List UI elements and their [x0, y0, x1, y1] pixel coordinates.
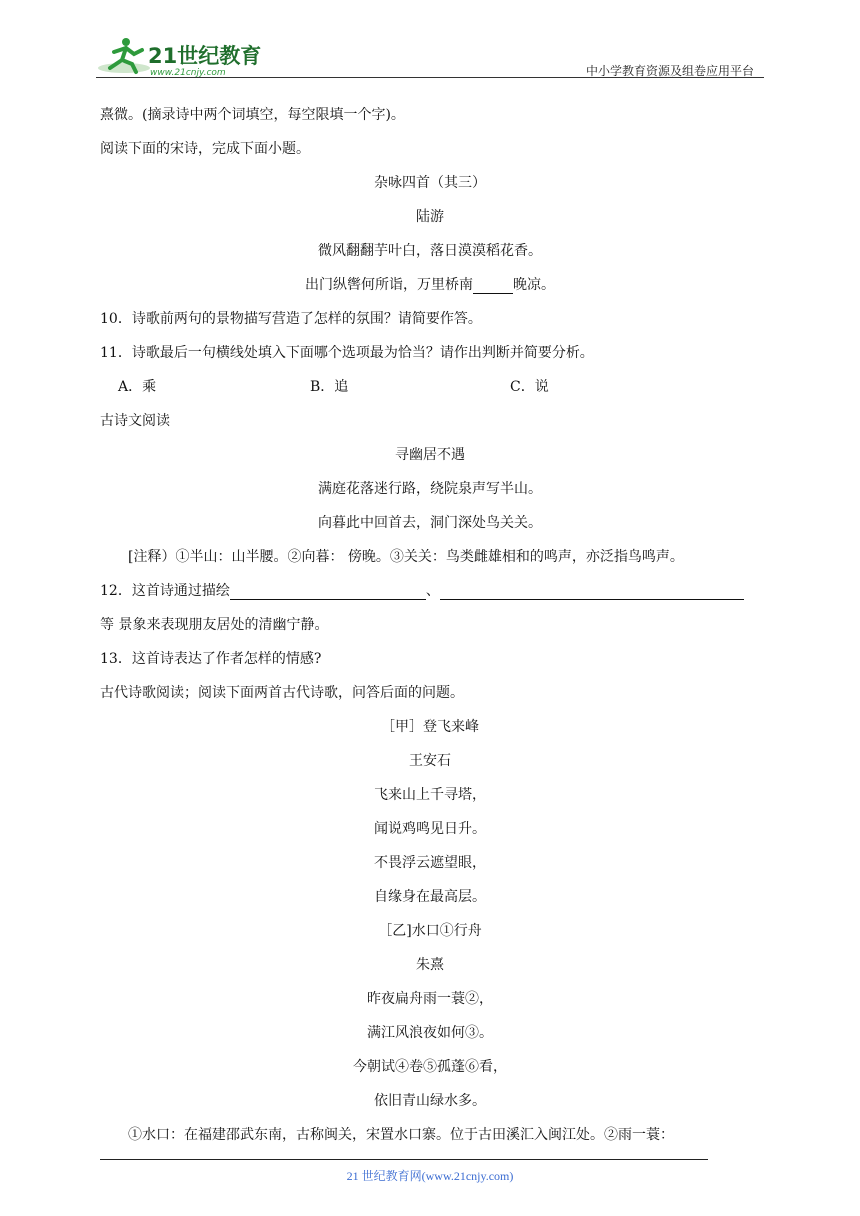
logo	[96, 34, 266, 78]
poem-line: 微风翻翻芋叶白，落日漠漠稻花香。	[318, 243, 542, 259]
poem-author: 陆游	[416, 209, 444, 225]
question-12-continuation: 等 景象来表现朋友居处的清幽宁静。	[100, 617, 329, 633]
header-platform-text: 中小学教育资源及组卷应用平台	[585, 64, 754, 78]
logo-text: 21世纪教育	[148, 44, 262, 68]
footer-text: 21 世纪教育网(www.21cnjy.com)	[346, 1169, 514, 1183]
poem-title: ［甲］登飞来峰	[381, 719, 479, 735]
poem-line: 自缘身在最高层。	[374, 889, 486, 905]
section-instruction: 阅读下面的宋诗，完成下面小题。	[100, 141, 310, 157]
option-c: C．说	[510, 379, 549, 395]
poem-title: ［乙]水口①行舟	[378, 923, 482, 939]
poem-author: 王安石	[409, 753, 451, 769]
section-instruction: 古代诗歌阅读；阅读下面两首古代诗歌，问答后面的问题。	[100, 685, 464, 701]
poem-line: 向暮此中回首去，洞门深处鸟关关。	[318, 515, 542, 531]
poem-line-part: 出门纵辔何所诣，万里桥南	[305, 277, 473, 293]
fill-blank	[230, 584, 426, 600]
poem-line: 满江风浪夜如何③。	[367, 1025, 493, 1041]
poem-author: 朱熹	[416, 957, 444, 973]
poem-title: 寻幽居不遇	[395, 447, 465, 463]
annotation-note: ①水口：在福建邵武东南，古称闽关，宋置水口寨。位于古田溪汇入闽江处。②雨一蓑：	[128, 1127, 674, 1143]
poem-line: 昨夜扁舟雨一蓑②，	[367, 991, 493, 1007]
poem-line-with-blank	[0, 274, 860, 294]
poem-line: 闻说鸡鸣见日升。	[374, 821, 486, 837]
runner-logo-icon	[96, 34, 266, 78]
logo-url-text: www.21cnjy.com	[150, 68, 226, 78]
poem-line: 不畏浮云遮望眼，	[374, 855, 486, 871]
option-b: B．追	[310, 379, 349, 395]
footer-divider	[100, 1159, 708, 1160]
question-13: 13．这首诗表达了作者怎样的情感?	[100, 651, 322, 667]
annotation-note: [注释）①半山：山半腰。②向暮： 傍晚。③关关：鸟类雌雄相和的鸣声，亦泛指鸟鸣声。	[128, 549, 684, 565]
question-10: 10．诗歌前两句的景物描写营造了怎样的氛围？请简要作答。	[100, 311, 482, 327]
separator: 、	[425, 583, 440, 599]
poem-title: 杂咏四首（其三）	[374, 175, 486, 191]
poem-line: 飞来山上千寻塔，	[374, 787, 486, 803]
question-12	[100, 580, 744, 600]
poem-line: 依旧青山绿水多。	[374, 1093, 486, 1109]
fill-blank	[473, 278, 513, 294]
poem-line: 今朝试④卷⑤孤蓬⑥看，	[353, 1059, 507, 1075]
text-line-continuation: 熹微。(摘录诗中两个词填空，每空限填一个字)。	[100, 107, 405, 123]
option-a: A．乘	[118, 379, 157, 395]
section-heading: 古诗文阅读	[100, 413, 170, 429]
question-12-text: 12．这首诗通过描绘	[100, 583, 230, 599]
header-divider	[96, 77, 764, 78]
question-11: 11．诗歌最后一句横线处填入下面哪个选项最为恰当？请作出判断并简要分析。	[100, 345, 594, 361]
poem-line-part: 晚凉。	[513, 277, 555, 293]
fill-blank	[440, 584, 744, 600]
poem-line: 满庭花落迷行路，绕院泉声写半山。	[318, 481, 542, 497]
